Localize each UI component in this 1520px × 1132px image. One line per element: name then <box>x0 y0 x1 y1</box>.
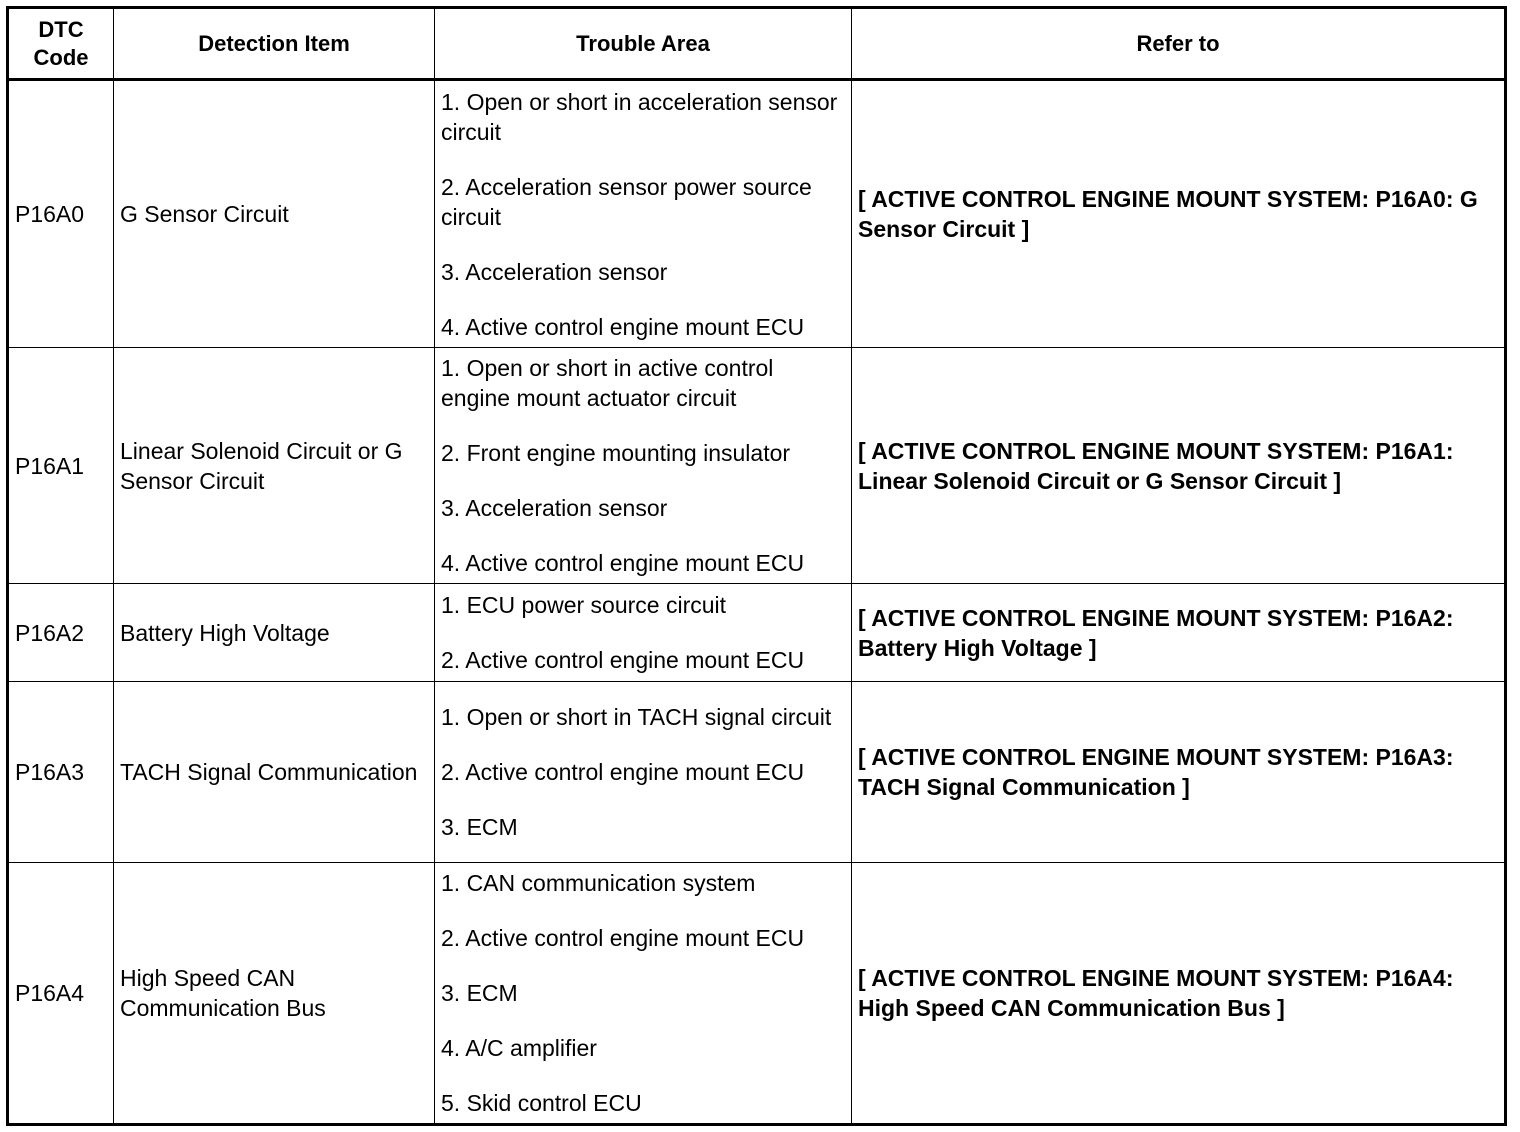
trouble-area-item: 1. ECU power source circuit <box>441 592 727 618</box>
trouble-area-item: 3. Acceleration sensor <box>441 258 668 285</box>
trouble-area-cell <box>435 80 852 348</box>
trouble-area-item: 1. Open or short in active control engine mount actuator circuit <box>441 355 774 411</box>
trouble-area-item: 2. Front engine mounting insulator <box>441 440 791 466</box>
header-detection-item: Detection Item <box>114 8 435 80</box>
table-row <box>8 682 1506 863</box>
trouble-area-cell <box>435 584 852 682</box>
detection-item-cell: G Sensor Circuit <box>114 80 435 348</box>
refer-to-link[interactable]: [ ACTIVE CONTROL ENGINE MOUNT SYSTEM: P16A0: G Sensor Circuit ] <box>852 80 1506 348</box>
header-refer-to: Refer to <box>852 8 1506 80</box>
dtc-code-cell: P16A1 <box>8 348 114 584</box>
trouble-area-item: 3. ECM <box>441 814 518 840</box>
trouble-area-list <box>441 349 845 582</box>
trouble-area-list <box>441 864 845 1122</box>
refer-to-link[interactable]: [ ACTIVE CONTROL ENGINE MOUNT SYSTEM: P16A3: TACH Signal Communication ] <box>852 682 1506 863</box>
table-row <box>8 80 1506 348</box>
trouble-area-item: 1. CAN communication system <box>441 870 756 896</box>
dtc-code-cell: P16A2 <box>8 584 114 682</box>
dtc-code-cell: P16A0 <box>8 80 114 348</box>
trouble-area-item: 1. Open or short in TACH signal circuit <box>441 704 832 730</box>
dtc-code-cell: P16A4 <box>8 863 114 1125</box>
header-dtc-code: DTC Code <box>8 8 114 80</box>
detection-item-cell: Battery High Voltage <box>114 584 435 682</box>
refer-to-link[interactable]: [ ACTIVE CONTROL ENGINE MOUNT SYSTEM: P16A4: High Speed CAN Communication Bus ] <box>852 863 1506 1125</box>
detection-item-cell: High Speed CAN Communication Bus <box>114 863 435 1125</box>
dtc-table <box>6 6 1507 1126</box>
trouble-area-list <box>441 586 845 679</box>
refer-to-link[interactable]: [ ACTIVE CONTROL ENGINE MOUNT SYSTEM: P16A2: Battery High Voltage ] <box>852 584 1506 682</box>
trouble-area-item: 2. Active control engine mount ECU <box>441 759 805 785</box>
table-row <box>8 348 1506 584</box>
detection-item-cell: Linear Solenoid Circuit or G Sensor Circuit <box>114 348 435 584</box>
trouble-area-list <box>441 83 845 346</box>
trouble-area-item: 2. Acceleration sensor power source circuit <box>441 173 812 230</box>
trouble-area-list <box>441 698 845 846</box>
trouble-area-item: 3. ECM <box>441 980 518 1006</box>
dtc-code-cell: P16A3 <box>8 682 114 863</box>
table-row <box>8 584 1506 682</box>
trouble-area-cell <box>435 682 852 863</box>
refer-to-link[interactable]: [ ACTIVE CONTROL ENGINE MOUNT SYSTEM: P16A1: Linear Solenoid Circuit or G Sensor Circuit ] <box>852 348 1506 584</box>
trouble-area-item: 2. Active control engine mount ECU <box>441 647 805 673</box>
detection-item-cell: TACH Signal Communication <box>114 682 435 863</box>
trouble-area-item: 3. Acceleration sensor <box>441 495 668 521</box>
trouble-area-item: 4. Active control engine mount ECU <box>441 313 805 340</box>
trouble-area-item: 4. Active control engine mount ECU <box>441 550 805 576</box>
trouble-area-cell <box>435 348 852 584</box>
header-row <box>8 8 1506 80</box>
trouble-area-item: 4. A/C amplifier <box>441 1035 597 1061</box>
trouble-area-item: 2. Active control engine mount ECU <box>441 925 805 951</box>
header-trouble-area: Trouble Area <box>435 8 852 80</box>
trouble-area-item: 1. Open or short in acceleration sensor circuit <box>441 88 838 145</box>
trouble-area-item: 5. Skid control ECU <box>441 1090 642 1116</box>
trouble-area-cell <box>435 863 852 1125</box>
table-row <box>8 863 1506 1125</box>
